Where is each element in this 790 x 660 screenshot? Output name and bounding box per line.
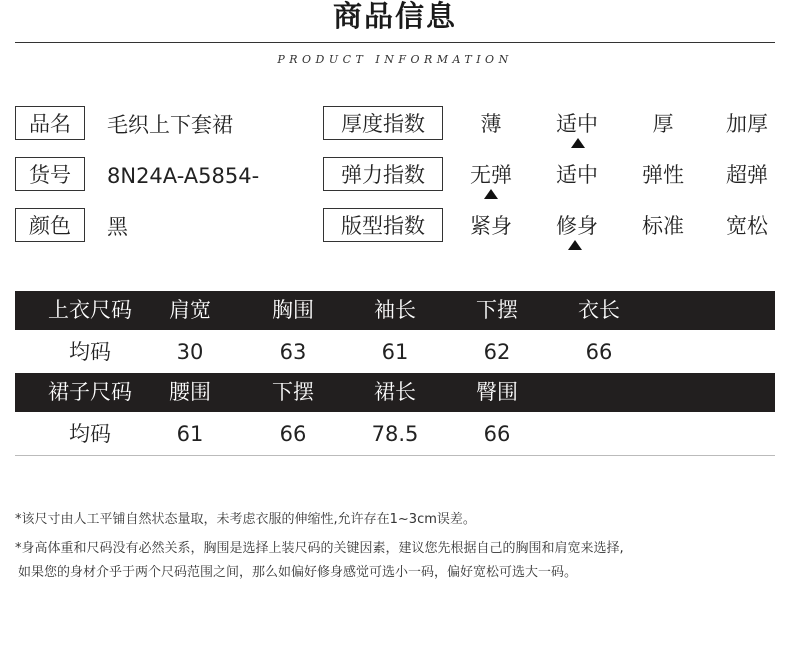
elasticity-option: 适中 (556, 163, 598, 187)
elasticity-option: 超弹 (726, 163, 768, 187)
elasticity-option: 弹性 (642, 163, 684, 187)
fit-option: 修身 (556, 214, 598, 238)
table-header-cell: 肩宽 (169, 298, 211, 322)
table-header-cell: 臀围 (476, 380, 518, 404)
table-header-cell: 腰围 (169, 380, 211, 404)
table-header-cell: 上衣尺码 (48, 298, 132, 322)
note-fit-advice: *身高体重和尺码没有必然关系，胸围是选择上装尺码的关键因素，建议您先根据自己的胸围和肩宽来选择, (15, 541, 624, 556)
page-title: 商品信息 (332, 0, 457, 33)
fit-option: 宽松 (726, 214, 768, 238)
table-cell: 61 (176, 422, 204, 446)
table-cell: 66 (483, 422, 511, 446)
thickness-option: 加厚 (726, 112, 768, 136)
table-cell: 均码 (69, 340, 111, 364)
table-header-cell: 胸围 (272, 298, 314, 322)
table-header-cell: 下摆 (476, 298, 518, 322)
elasticity-label: 弹力指数 (323, 157, 443, 191)
name-value: 毛织上下套裙 (107, 113, 233, 137)
note-measurement: *该尺寸由人工平铺自然状态量取，未考虑衣服的伸缩性,允许存在1~3cm误差。 (15, 512, 476, 527)
name-label: 品名 (15, 106, 85, 140)
table-header-cell: 衣长 (578, 298, 620, 322)
note-fit-advice-cont: 如果您的身材介乎于两个尺码范围之间，那么如偏好修身感觉可选小一码，偏好宽松可选大一码。 (18, 565, 578, 580)
elasticity-option: 无弹 (470, 163, 512, 187)
fit-option: 紧身 (470, 214, 512, 238)
skirt-size-header (15, 373, 775, 412)
table-cell: 78.5 (371, 422, 419, 446)
table-cell: 61 (381, 340, 409, 364)
color-label: 颜色 (15, 208, 85, 242)
sku-value: 8N24A-A5854- (107, 164, 260, 188)
thickness-label: 厚度指数 (323, 106, 443, 140)
table-cell: 30 (176, 340, 204, 364)
table-header-cell: 下摆 (272, 380, 314, 404)
table-header-cell: 裙长 (374, 380, 416, 404)
fit-label: 版型指数 (323, 208, 443, 242)
table-cell: 63 (279, 340, 307, 364)
color-value: 黑 (107, 215, 128, 239)
sku-label: 货号 (15, 157, 85, 191)
table-cell: 66 (585, 340, 613, 364)
top-size-header (15, 291, 775, 330)
table-cell: 62 (483, 340, 511, 364)
table-cell: 66 (279, 422, 307, 446)
table-bottom-divider (15, 455, 775, 456)
table-header-cell: 袖长 (374, 298, 416, 322)
fit-option: 标准 (642, 214, 684, 238)
table-cell: 均码 (69, 422, 111, 446)
table-header-cell: 裙子尺码 (48, 380, 132, 404)
thickness-option: 薄 (480, 112, 502, 136)
thickness-selected-marker-icon (571, 138, 585, 148)
fit-selected-marker-icon (568, 240, 582, 250)
page-subtitle: PRODUCT INFORMATION (277, 53, 513, 66)
thickness-option: 适中 (556, 112, 598, 136)
elasticity-selected-marker-icon (484, 189, 498, 199)
thickness-option: 厚 (652, 112, 674, 136)
title-divider (15, 42, 775, 43)
